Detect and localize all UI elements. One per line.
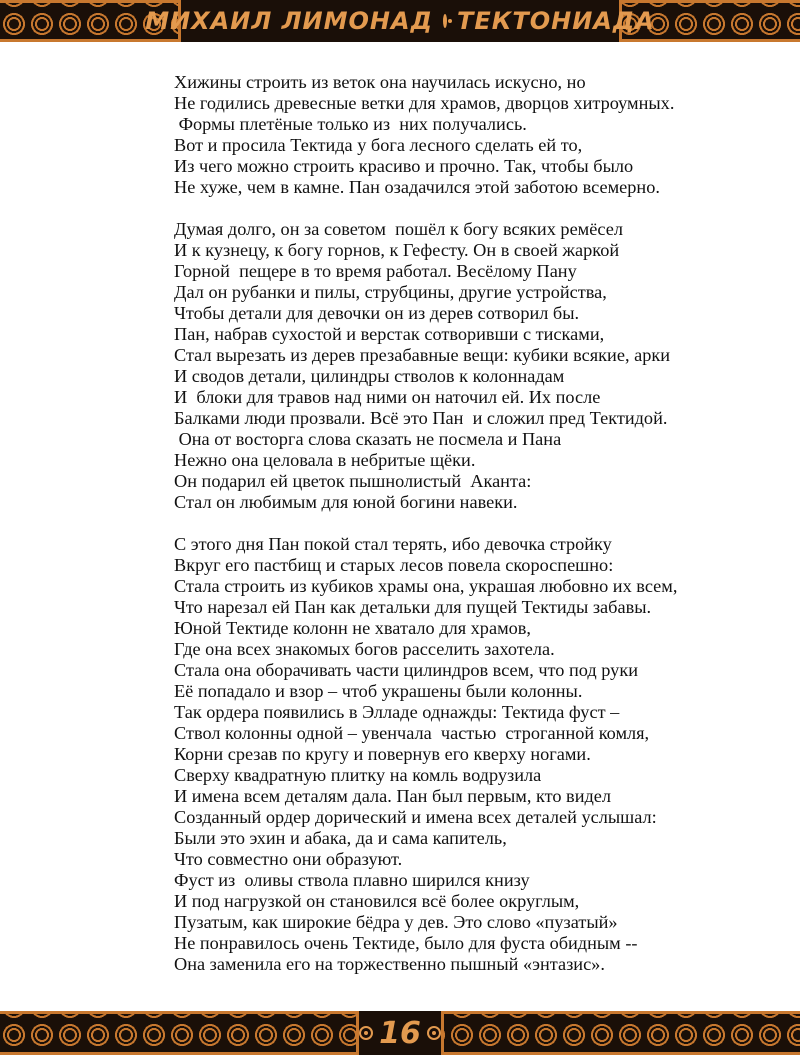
circle-ornament-icon: [359, 1026, 373, 1040]
circle-ornament-icon: [443, 14, 447, 28]
poem-line: Что совместно они образуют.: [174, 849, 403, 869]
poem-line: Сверху квадратную плитку на комль водрузила: [174, 765, 542, 785]
poem-line: Она заменила его на торжественно пышный «энтазис».: [174, 954, 605, 974]
poem-line: Дал он рубанки и пилы, струбцины, другие устройства,: [174, 282, 607, 302]
poem-line: Не понравилось очень Тектиде, было для фуста обидным --: [174, 933, 638, 953]
poem-line: Стал вырезать из дерев презабавные вещи: кубики всякие, арки: [174, 345, 671, 365]
poem-line: Вкруг его пастбищ и старых лесов повела скороспешно:: [174, 555, 614, 575]
poem-line: И блоки для травов над ними он наточил ей. Их после: [174, 387, 601, 407]
poem-line: Балками люди прозвали. Всё это Пан и сложил пред Тектидой.: [174, 408, 668, 428]
page-number: 16: [379, 1015, 421, 1051]
poem-line: Не хуже, чем в камне. Пан озадачился этой заботою всемерно.: [174, 177, 660, 197]
poem-line: Так ордера появились в Элладе однажды: Тектида фуст –: [174, 702, 620, 722]
poem-body: [174, 72, 774, 975]
poem-line: Горной пещере в то время работал. Весёлому Пану: [174, 261, 577, 281]
poem-line: Вот и просила Тектида у бога лесного сделать ей то,: [174, 135, 583, 155]
circle-ornament-icon: [427, 1026, 441, 1040]
poem-line: Стала строить из кубиков храмы она, украшая любовно их всем,: [174, 576, 678, 596]
poem-line: Созданный ордер дорический и имена всех деталей услышал:: [174, 807, 657, 827]
poem-line: Чтобы детали для девочки он из дерев сотворил бы.: [174, 303, 580, 323]
poem-line: Думая долго, он за советом пошёл к богу всяких ремёсел: [174, 219, 623, 239]
poem-line: Юной Тектиде колонн не хватало для храмов,: [174, 618, 531, 638]
poem-line: И к кузнецу, к богу горнов, к Гефесту. Он в своей жаркой: [174, 240, 620, 260]
page-number-plate: [356, 1011, 444, 1055]
book-title: ТЕКТОНИАДА: [456, 7, 655, 35]
poem-line: Формы плетёные только из них получались.: [174, 114, 527, 134]
author-name: МИХАИЛ ЛИМОНАД: [145, 7, 433, 35]
poem-line: Пан, набрав сухостой и верстак сотворивши с тисками,: [174, 324, 605, 344]
poem-line: Что нарезал ей Пан как детальки для пущей Тектиды забавы.: [174, 597, 652, 617]
poem-line: Хижины строить из веток она научилась искусно, но: [174, 72, 586, 92]
poem-line: Из чего можно строить красиво и прочно. Так, чтобы было: [174, 156, 634, 176]
poem-line: И сводов детали, цилиндры стволов к колоннадам: [174, 366, 565, 386]
running-header: [145, 0, 655, 42]
stanza-gap: [174, 198, 774, 219]
poem-line: Где она всех знакомых богов расселить захотела.: [174, 639, 555, 659]
poem-line: И под нагрузкой он становился всё более округлым,: [174, 891, 580, 911]
stanza-gap: [174, 513, 774, 534]
poem-line: С этого дня Пан покой стал терять, ибо девочка стройку: [174, 534, 612, 554]
poem-line: Ствол колонны одной – увенчала частью строганной комля,: [174, 723, 650, 743]
poem-line: И имена всем деталям дала. Пан был первым, кто видел: [174, 786, 612, 806]
poem-line: Нежно она целовала в небритые щёки.: [174, 450, 476, 470]
poem-line: Стал он любимым для юной богини навеки.: [174, 492, 518, 512]
poem-line: Стала она оборачивать части цилиндров всем, что под руки: [174, 660, 638, 680]
poem-line: Были это эхин и абака, да и сама капитель,: [174, 828, 507, 848]
poem-line: Она от восторга слова сказать не посмела и Пана: [174, 429, 562, 449]
poem-line: Пузатым, как широкие бёдра у дев. Это слово «пузатый»: [174, 912, 618, 932]
poem-line: Фуст из оливы ствола плавно ширился книзу: [174, 870, 530, 890]
poem-line: Не годились древесные ветки для храмов, дворцов хитроумных.: [174, 93, 675, 113]
poem-line: Он подарил ей цветок пышнолистый Аканта:: [174, 471, 532, 491]
poem-line: Корни срезав по кругу и повернув его кверху ногами.: [174, 744, 591, 764]
poem-line: Её попадало и взор – чтоб украшены были колонны.: [174, 681, 583, 701]
